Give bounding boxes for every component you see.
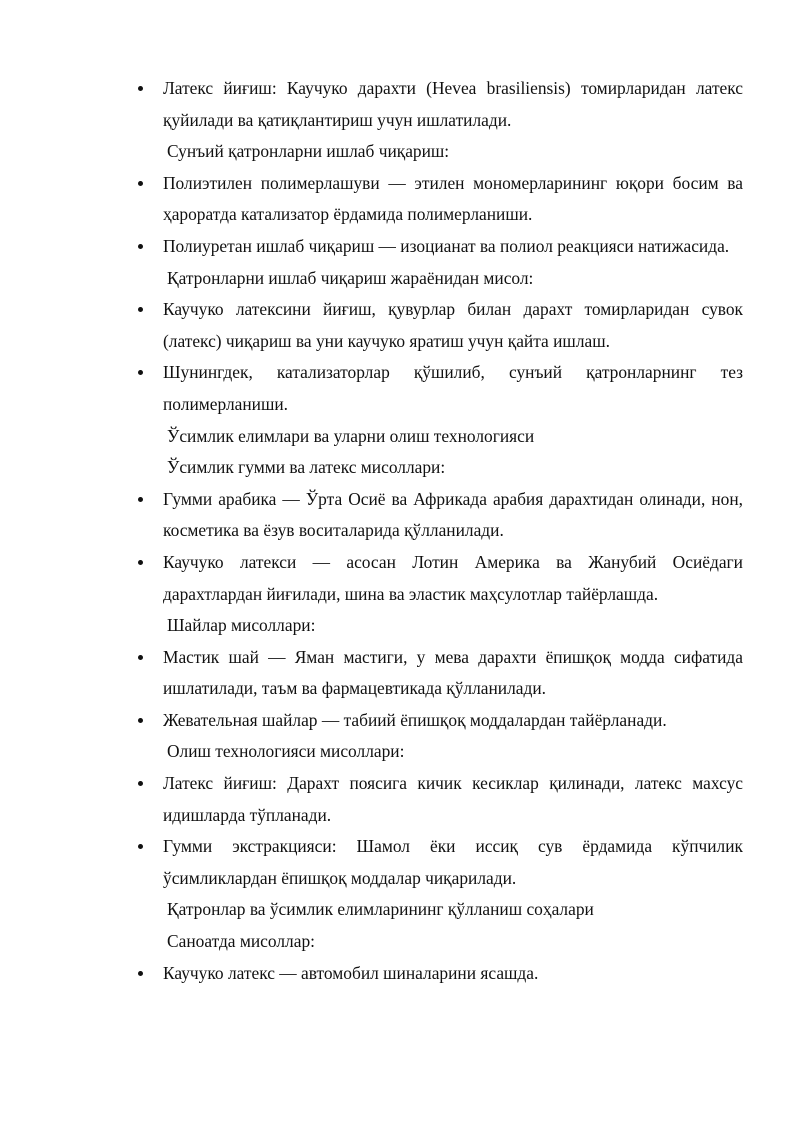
list-item-text: Мастик шай — Яман мастиги, у мева дарахти ёпишқоқ модда сифатида ишлатилади, таъм ва фармацевтикада қўлланилади.: [163, 646, 743, 699]
section-heading: Саноатда мисоллар:: [167, 931, 315, 952]
list-item: [163, 705, 743, 737]
list-item: [163, 73, 743, 136]
list-item-text: Полиуретан ишлаб чиқариш — изоцианат ва полиол реакцияси натижасида.: [163, 235, 730, 256]
list-item: [163, 831, 743, 894]
list-item-text: Полиэтилен полимерлашуви — этилен мономерларининг юқори босим ва ҳароратда катализатор ёрдамида полимерланиши.: [163, 172, 743, 225]
section-heading: Қатронларни ишлаб чиқариш жараёнидан мисол:: [167, 267, 534, 288]
list-item-text: Каучуко латекс — автомобил шиналарини ясашда.: [163, 962, 539, 983]
list-item: [163, 642, 743, 705]
list-item: [163, 547, 743, 610]
section-heading: Қатронлар ва ўсимлик елимларининг қўлланиш соҳалари: [167, 899, 594, 920]
bullet-icon: [138, 497, 143, 502]
list-item: [163, 357, 743, 420]
section-heading: Сунъий қатронларни ишлаб чиқариш:: [167, 141, 450, 162]
document-body: [163, 73, 743, 989]
list-item: [163, 231, 743, 263]
bullet-icon: [138, 181, 143, 186]
bullet-icon: [138, 781, 143, 786]
list-item-text: Гумми арабика — Ўрта Осиё ва Африкада арабия дарахтидан олинади, нон, косметика ва ёзув воситаларида қўлланилади.: [163, 488, 743, 541]
list-item-text: Гумми экстракцияси: Шамол ёки иссиқ сув ёрдамида кўпчилик ўсимликлардан ёпишқоқ моддалар чиқарилади.: [163, 836, 743, 888]
list-item: [163, 958, 743, 990]
bullet-icon: [138, 370, 143, 375]
bullet-icon: [138, 844, 143, 849]
bullet-icon: [138, 560, 143, 565]
list-item: [163, 168, 743, 231]
list-item-text: Каучуко латекси — асосан Лотин Америка ва Жанубий Осиёдаги дарахтлардан йиғилади, шина ва эластик маҳсулотлар тайёрлашда.: [163, 551, 743, 604]
bullet-icon: [138, 86, 143, 91]
bullet-icon: [138, 244, 143, 249]
list-item-text: Каучуко латексини йиғиш, қувурлар билан дарахт томирларидан сувок (латекс) чиқариш ва уни каучуко яратиш учун қайта ишлаш.: [163, 299, 743, 351]
bullet-icon: [138, 971, 143, 976]
section-heading: Ўсимлик елимлари ва уларни олиш технологияси: [167, 425, 535, 446]
list-item-text: Шунингдек, катализаторлар қўшилиб, сунъий қатронларнинг тез полимерланиши.: [163, 362, 743, 414]
section-heading: Ўсимлик гумми ва латекс мисоллари:: [167, 457, 446, 478]
list-item: [163, 294, 743, 357]
section-heading: Олиш технологияси мисоллари:: [167, 741, 405, 762]
bullet-icon: [138, 718, 143, 723]
list-item: [163, 484, 743, 547]
list-item: [163, 768, 743, 831]
section-heading: Шайлар мисоллари:: [167, 615, 316, 636]
list-item-text: Жевательная шайлар — табиий ёпишқоқ моддалардан тайёрланади.: [163, 709, 667, 730]
list-item-text: Латекс йиғиш: Дарахт поясига кичик кесиклар қилинади, латекс махсус идишларда тўпланади.: [163, 773, 743, 825]
list-item-text: Латекс йиғиш: Каучуко дарахти (Hevea brasiliensis) томирларидан латекс қуйилади ва қатиқлантириш учун ишлатилади.: [163, 78, 743, 130]
bullet-icon: [138, 655, 143, 660]
bullet-icon: [138, 307, 143, 312]
